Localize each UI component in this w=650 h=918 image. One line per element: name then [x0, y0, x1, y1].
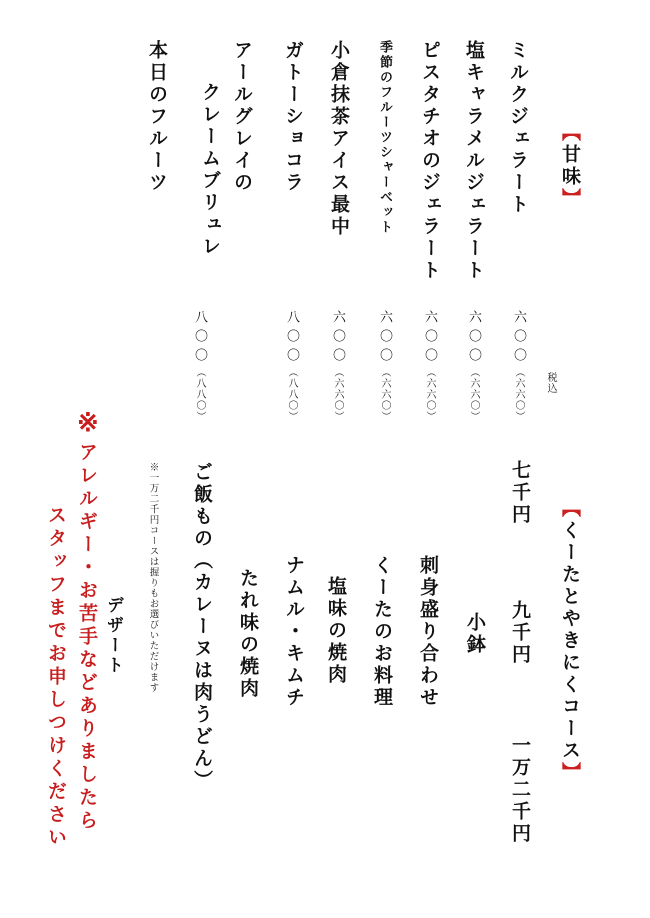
menu-item-pistachio-gelato: ピスタチオのジェラート: [419, 40, 441, 282]
course-dish-namul: ナムル・キムチ: [283, 555, 305, 709]
price-pistachio-gelato: 六〇〇（六六〇）: [422, 310, 437, 422]
menu-item-gateau-chocolat: ガトーショコラ: [282, 40, 304, 194]
course-dish-salt-yakiniku: 塩味の焼肉: [325, 576, 347, 686]
course-dish-sashimi: 刺身盛り合わせ: [417, 555, 439, 709]
course-dish-kuuta: くーたのお料理: [371, 555, 393, 709]
allergy-line2: スタッフまでお申しつけください: [45, 505, 67, 850]
course-price-9000: 九千円: [509, 600, 531, 666]
course-price-12000: 一万二千円: [509, 735, 531, 845]
price-seasonal-sherbet: 六〇〇（六六〇）: [377, 310, 392, 422]
allergy-line1: アレルギー・お苦手などありましたら: [76, 442, 98, 833]
menu-item-creme-brulee-line2: クレームブリュレ: [199, 82, 221, 258]
menu-item-matcha-monaka: 小倉抹茶アイス最中: [328, 40, 350, 238]
course-note: ※一万二千円コースは握りもお選びいただけます: [147, 462, 159, 693]
allergy-mark: ※: [77, 408, 99, 438]
course-title: 【くーたとやきにくコース】: [559, 498, 581, 784]
course-dessert: デザート: [103, 596, 123, 676]
price-milk-gelato: 六〇〇（六六〇）: [511, 310, 526, 422]
menu-item-todays-fruit: 本日のフルーツ: [146, 40, 168, 194]
price-creme-brulee: 八〇〇（八八〇）: [192, 310, 207, 422]
tax-included-label: 税込: [545, 372, 556, 394]
menu-item-creme-brulee-line1: アールグレイの: [231, 40, 253, 194]
menu-item-seasonal-sherbet: 季節のフルーツシャーベット: [377, 40, 392, 235]
sweets-title: 【甘味】: [559, 122, 581, 210]
price-salted-caramel-gelato: 六〇〇（六六〇）: [466, 310, 481, 422]
price-matcha-monaka: 六〇〇（六六〇）: [330, 310, 345, 422]
course-price-7000: 七千円: [509, 460, 531, 526]
course-dish-rice: ご飯もの（カレーヌは肉うどん）: [191, 462, 213, 792]
menu-item-milk-gelato: ミルクジェラート: [507, 40, 529, 216]
course-kobachi: 小鉢: [464, 612, 486, 656]
course-dish-tare-yakiniku: たれ味の焼肉: [237, 568, 259, 700]
price-gateau-chocolat: 八〇〇（八八〇）: [284, 310, 299, 422]
menu-item-salted-caramel-gelato: 塩キャラメルジェラート: [463, 40, 485, 282]
